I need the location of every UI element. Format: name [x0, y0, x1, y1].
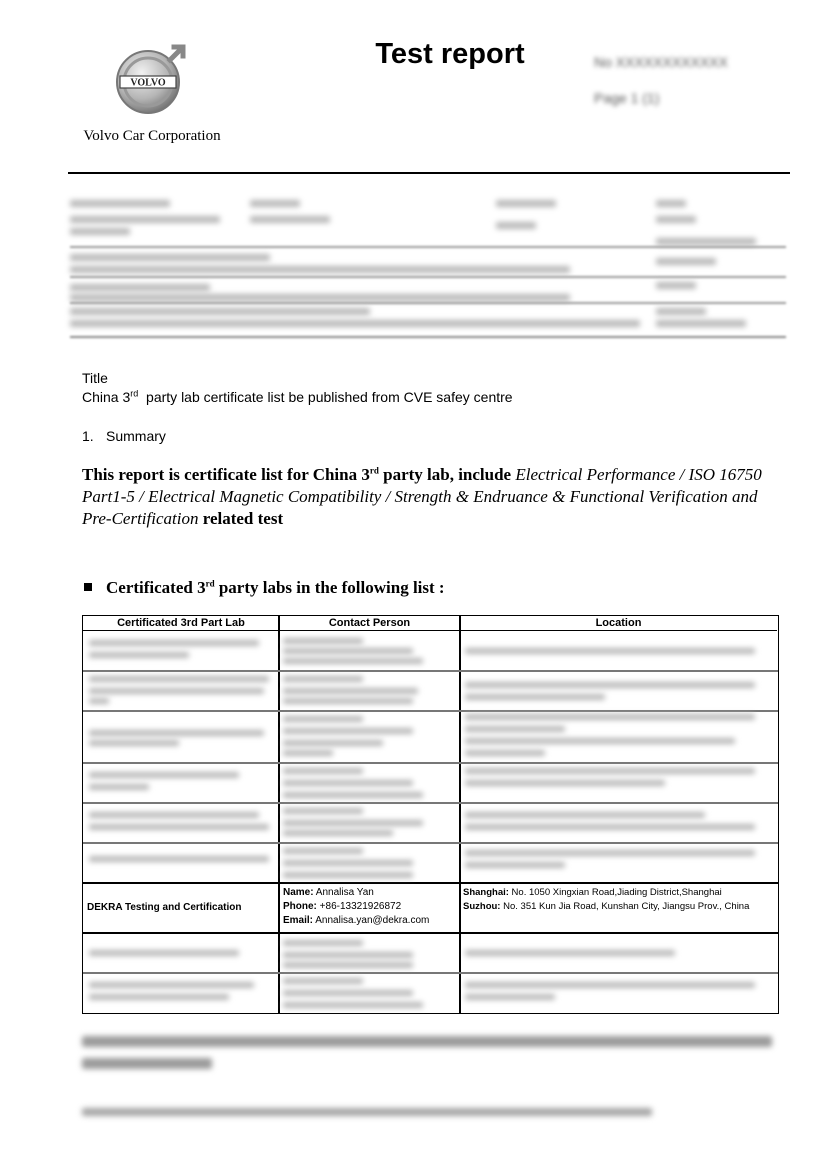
location-info: Shanghai: No. 1050 Xingxian Road,Jiading District,Shanghai Suzhou: No. 351 Kun Jia Road, Kunshan City, Jiangsu Prov., China: [463, 887, 750, 912]
document-title: China 3rd party lab certificate list be published from CVE safey centre: [82, 388, 513, 405]
lab-table: [82, 615, 779, 1014]
lab-name: DEKRA Testing and Certification: [87, 902, 242, 913]
meta-page: Page 1 (1): [594, 90, 660, 106]
volvo-logo: [112, 42, 192, 118]
redacted-info-block: [70, 196, 786, 342]
column-header-contact: Contact Person: [279, 616, 460, 631]
column-header-lab: Certificated 3rd Part Lab: [83, 616, 279, 631]
header-rule: [68, 172, 790, 174]
logo-text: VOLVO: [130, 77, 166, 89]
title-label: Title: [82, 370, 108, 386]
company-name: Volvo Car Corporation: [83, 128, 221, 144]
summary-heading: 1. Summary: [82, 428, 166, 444]
meta-number: No XXXXXXXXXXXX: [594, 54, 728, 70]
redacted-footer: [82, 1030, 782, 1140]
report-title: Test report: [375, 38, 525, 70]
contact-info: Name: Annalisa Yan Phone: +86-13321926872 Email: Annalisa.yan@dekra.com: [283, 887, 430, 926]
list-heading: Certificated 3rd party labs in the following list :: [84, 578, 445, 598]
bullet-icon: [84, 583, 92, 591]
column-header-location: Location: [460, 616, 777, 631]
intro-paragraph: This report is certificate list for China 3rd party lab, include Electrical Performance / ISO 16750 Part1-5 / Electrical Magnetic Compatibility / Strength & Endruance & Functional Verification and Pre-Certification related test: [82, 465, 762, 528]
